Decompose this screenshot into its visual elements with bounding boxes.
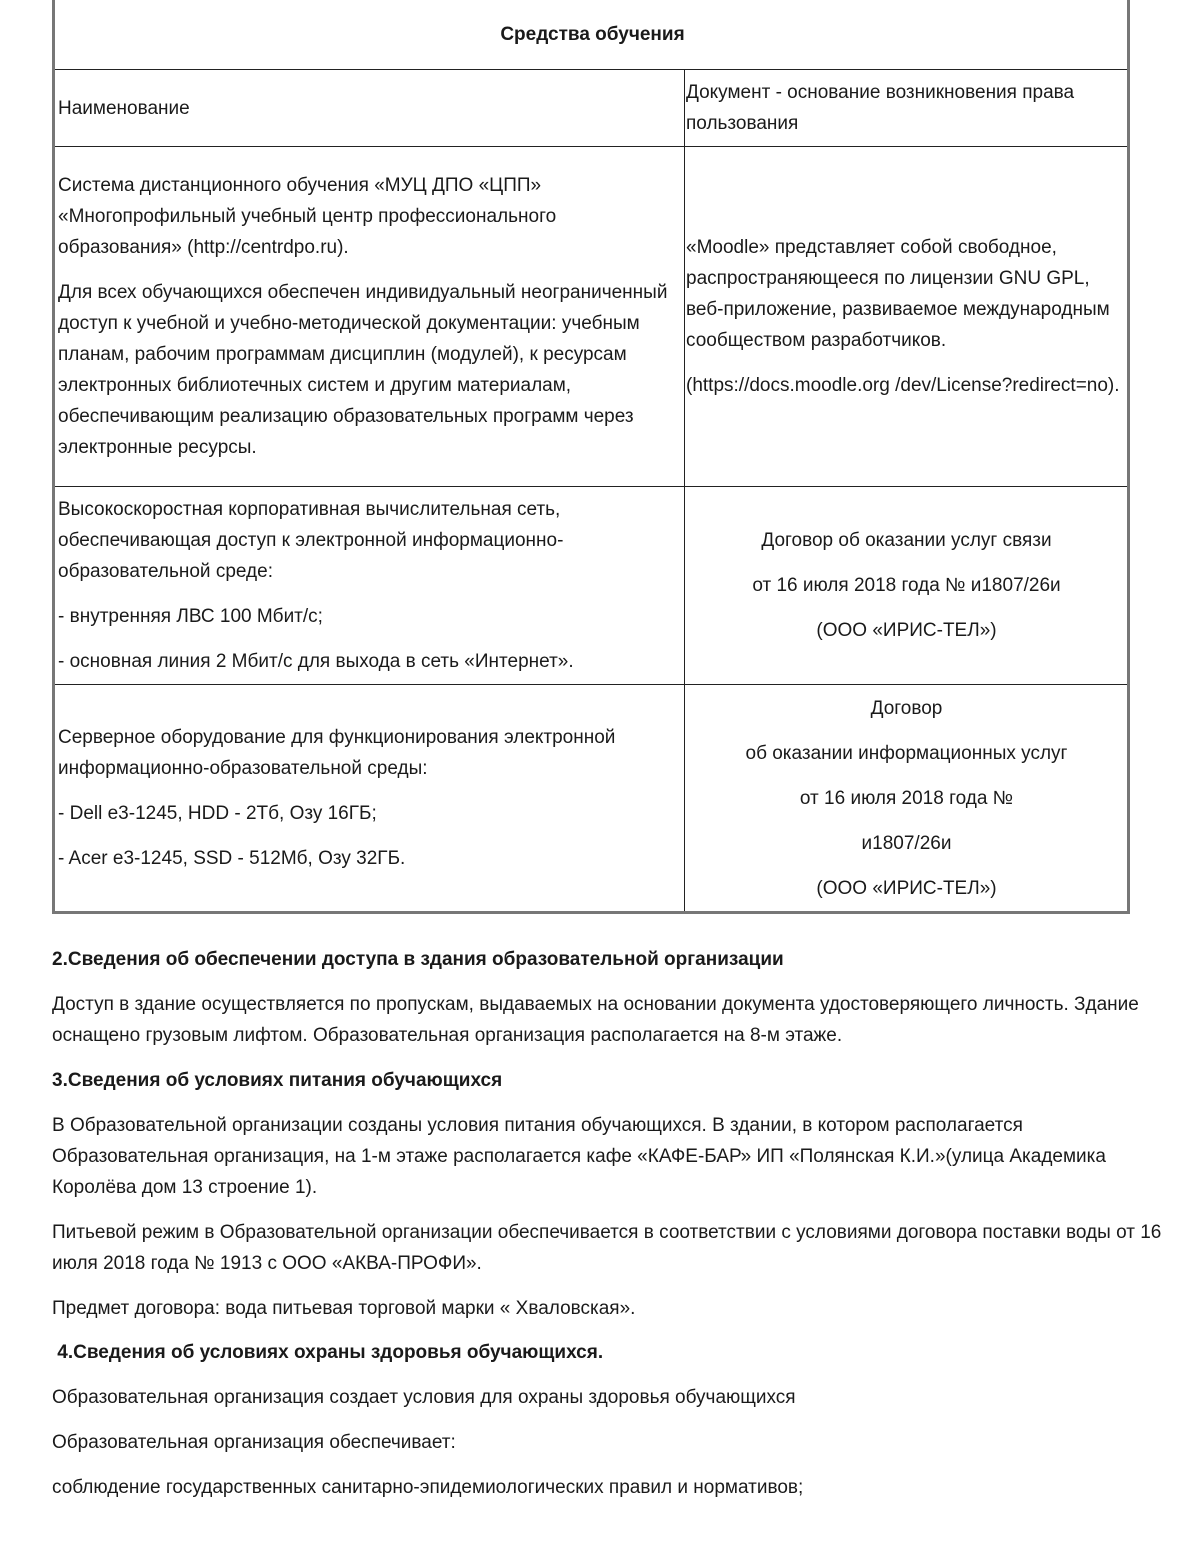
row-doc-cell — [685, 147, 1129, 487]
row-name-text: Высокоскоростная корпоративная вычислительная сеть, обеспечивающая доступ к электронной информационно-образовательной среде: — [58, 499, 564, 582]
paragraph: Образовательная организация создает условия для охраны здоровья обучающихся — [52, 1387, 796, 1408]
paragraph: Образовательная организация обеспечивает: — [52, 1432, 456, 1453]
section-health — [52, 1337, 1172, 1503]
table-row — [54, 685, 1129, 913]
section-heading: 3.Сведения об условиях питания обучающихся — [52, 1070, 503, 1091]
row-doc-text: и1807/26и — [861, 832, 952, 854]
row-name-text: Для всех обучающихся обеспечен индивидуальный неограниченный доступ к учебной и учебно-методической документации: учебным планам, рабочим программам дисциплин (модулей), к ресурсам электронных библиотечных систем и другим материалам, обеспечивающим реализацию образовательных программ через электронные ресурсы. — [58, 282, 668, 458]
row-doc-text: об оказании информационных услуг — [745, 742, 1068, 764]
row-doc-text: от 16 июля 2018 года № — [799, 787, 1014, 809]
row-name-text: - Acer e3-1245, SSD - 512Мб, Озу 32ГБ. — [58, 848, 406, 869]
row-doc-text: Договор — [870, 697, 943, 719]
row-doc-text: Договор об оказании услуг связи — [761, 530, 1052, 551]
row-name-cell — [54, 685, 685, 913]
table-row — [54, 147, 1129, 487]
row-name-cell — [54, 147, 685, 487]
row-doc-text: от 16 июля 2018 года № и1807/26и — [752, 575, 1061, 596]
row-doc-text: (ООО «ИРИС-ТЕЛ») — [816, 620, 997, 641]
table-title: Средства обучения — [54, 0, 1129, 70]
row-name-text: - внутренняя ЛВС 100 Мбит/с; — [58, 606, 323, 627]
section-heading: 2.Сведения об обеспечении доступа в здания образовательной организации — [52, 949, 784, 970]
row-name-text: Система дистанционного обучения «МУЦ ДПО «ЦПП» «Многопрофильный учебный центр профессионального образования» (http://centrdpo.ru). — [58, 175, 557, 258]
learning-tools-table — [52, 0, 1130, 914]
row-name-text: - основная линия 2 Мбит/с для выхода в сеть «Интернет». — [58, 651, 574, 672]
section-nutrition — [52, 1065, 1172, 1324]
paragraph: соблюдение государственных санитарно-эпидемиологических правил и нормативов; — [52, 1477, 804, 1498]
section-heading: 4.Сведения об условиях охраны здоровья обучающихся. — [52, 1342, 604, 1363]
row-doc-cell — [685, 685, 1129, 913]
row-doc-text: «Moodle» представляет собой свободное, распространяющееся по лицензии GNU GPL, веб-приложение, развиваемое международным сообществом разработчиков. — [686, 237, 1110, 351]
paragraph: В Образовательной организации созданы условия питания обучающихся. В здании, в котором располагается Образовательная организация, на 1-м этаже располагается кафе «КАФЕ-БАР» ИП «Полянская К.И.»(улица Академика Королёва дом 13 строение 1). — [52, 1115, 1106, 1198]
section-building-access — [52, 944, 1172, 1051]
row-name-text: Серверное оборудование для функционирования электронной информационно-образовательной среды: — [58, 727, 616, 779]
row-doc-text: (ООО «ИРИС-ТЕЛ») — [816, 877, 997, 899]
row-doc-link[interactable]: (https://docs.moodle.org /dev/License?redirect=no). — [686, 375, 1120, 396]
paragraph: Предмет договора: вода питьевая торговой марки « Хваловская». — [52, 1298, 636, 1319]
row-doc-cell — [685, 487, 1129, 685]
paragraph: Доступ в здание осуществляется по пропускам, выдаваемых на основании документа удостоверяющего личность. Здание оснащено грузовым лифтом. Образовательная организация располагается на 8-м этаже. — [52, 994, 1139, 1046]
header-name: Наименование — [54, 70, 685, 147]
row-name-text: - Dell e3-1245, HDD - 2Тб, Озу 16ГБ; — [58, 803, 377, 824]
header-document: Документ - основание возникновения права пользования — [685, 70, 1129, 147]
table-row — [54, 487, 1129, 685]
paragraph: Питьевой режим в Образовательной организации обеспечивается в соответствии с условиями договора поставки воды от 16 июля 2018 года № 1913 с ООО «АКВА-ПРОФИ». — [52, 1222, 1162, 1274]
row-name-cell — [54, 487, 685, 685]
